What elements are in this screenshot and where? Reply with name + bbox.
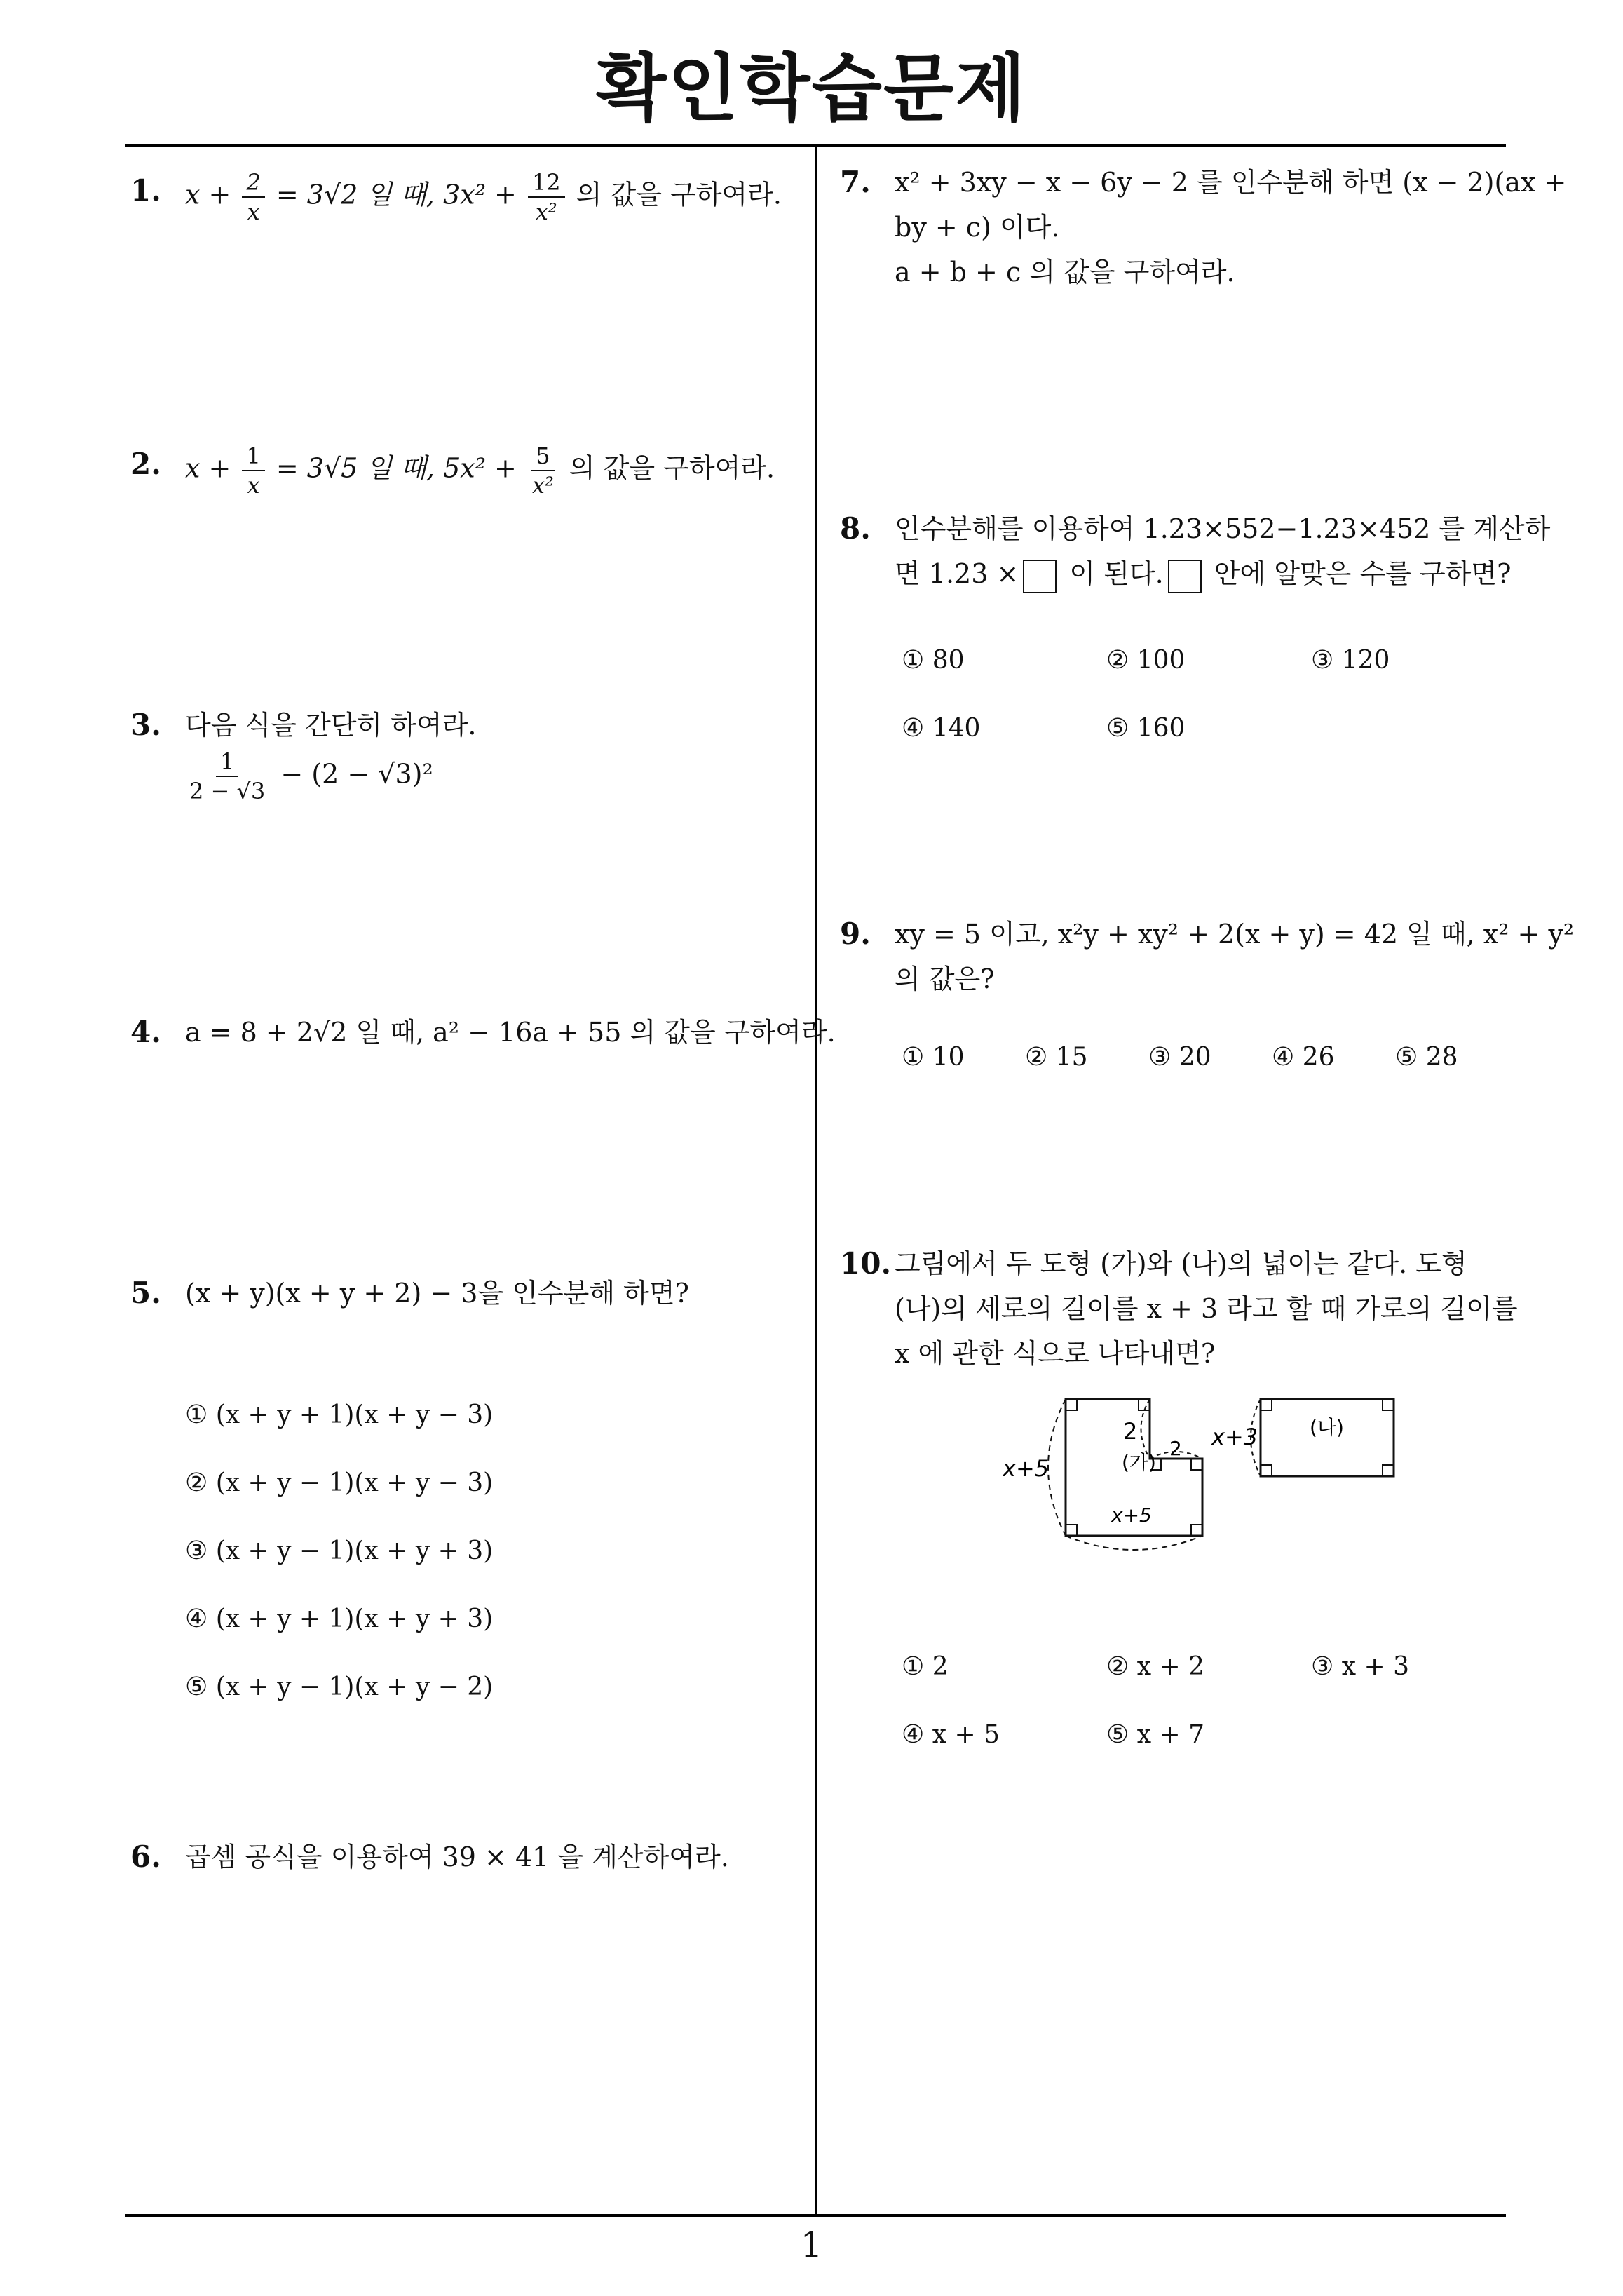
choice-3[interactable]: ③ 20 — [1148, 1043, 1211, 1072]
choice-5[interactable]: ⑤ (x + y − 1)(x + y − 2) — [185, 1673, 494, 1701]
question-number: 10. — [840, 1246, 892, 1281]
question-2: 2. x + $\frac{1}{x}$ = 3√5 일 때, 5x² + $\frac{5}{\text{x²}}$ 의 값을 구하여라. — [130, 443, 775, 499]
question-number: 3. — [130, 708, 161, 742]
choice-5[interactable]: ⑤ 160 — [1106, 714, 1186, 743]
choice-4[interactable]: ④ x + 5 — [902, 1720, 1000, 1749]
choice-5[interactable]: ⑤ x + 7 — [1106, 1720, 1204, 1749]
question-text: 다음 식을 간단히 하여라. — [185, 710, 477, 741]
choice-3[interactable]: ③ x + 3 — [1311, 1652, 1409, 1681]
label-side-na: x+3 — [1211, 1424, 1258, 1450]
question-number: 4. — [130, 1015, 161, 1049]
question-8: 8. 인수분해를 이용하여 1.23×552−1.23×452 를 계산하 면 1.23 × 이 된다. 안에 알맞은 수를 구하면? ① 80 ② 100 ③ 120 ④ 140 ⑤ 160 — [840, 506, 1513, 596]
question-text: (x + y)(x + y + 2) − 3을 인수분해 하면? — [185, 1278, 689, 1309]
question-number: 6. — [130, 1839, 161, 1874]
fraction: $\frac{5}{\text{x²}}$ — [531, 443, 554, 499]
choice-1[interactable]: ① 2 — [902, 1652, 949, 1681]
question-9: 9. xy = 5 이고, x²y + xy² + 2(x + y) = 42 일 때, x² + y² 의 값은? ① 10 ② 15 ③ 20 ④ 26 ⑤ 28 — [840, 912, 1513, 1001]
choice-3[interactable]: ③ (x + y − 1)(x + y + 3) — [185, 1537, 494, 1565]
choice-2[interactable]: ② (x + y − 1)(x + y − 3) — [185, 1468, 494, 1497]
label-bottom: x+5 — [1111, 1504, 1152, 1527]
label-notch-v: 2 — [1123, 1418, 1138, 1445]
question-10: 10. 그림에서 두 도형 (가)와 (나)의 넓이는 같다. 도형 (나)의 세로의 길이를 x + 3 라고 할 때 가로의 길이를 x 에 관한 식으로 나타내면? — [840, 1241, 1513, 1376]
fraction: $\frac{2}{x}$ — [242, 168, 264, 226]
question-3: 3. 다음 식을 간단히 하여라. $\frac{1}{2 - √3}$ − (2 − √3)² — [130, 703, 476, 805]
question-number: 9. — [840, 917, 871, 951]
fraction: $\frac{1}{x}$ — [242, 442, 264, 499]
label-na: (나) — [1310, 1416, 1344, 1439]
question-number: 8. — [840, 511, 871, 546]
choice-4[interactable]: ④ 26 — [1272, 1043, 1335, 1072]
question-number: 1. — [130, 173, 161, 208]
choice-2[interactable]: ② x + 2 — [1106, 1652, 1204, 1681]
column-divider — [815, 144, 817, 2216]
label-notch-h: 2 — [1169, 1437, 1182, 1460]
question-5 — [130, 1271, 803, 1701]
answer-box[interactable] — [1023, 560, 1057, 593]
choice-2[interactable]: ② 100 — [1106, 646, 1186, 675]
choice-1[interactable]: ① 10 — [902, 1043, 965, 1072]
question-1: 1. x + $\frac{2}{x}$ = 3√2 일 때, 3x² + $\frac{12}{\text{x²}}$ 의 값을 구하여라. — [130, 169, 782, 225]
bottom-rule — [125, 2214, 1506, 2217]
choice-3[interactable]: ③ 120 — [1311, 646, 1390, 675]
question-6 — [130, 1835, 729, 1879]
question-4 — [130, 1010, 836, 1055]
label-ga: (가) — [1122, 1451, 1156, 1474]
answer-box[interactable] — [1168, 560, 1202, 593]
choice-1[interactable]: ① (x + y + 1)(x + y − 3) — [185, 1400, 494, 1429]
page-number: 1 — [800, 2224, 823, 2265]
choice-1[interactable]: ① 80 — [902, 646, 965, 675]
choice-4[interactable]: ④ (x + y + 1)(x + y + 3) — [185, 1605, 494, 1633]
question-10-choices — [840, 1620, 1513, 1774]
question-7: 7. x² + 3xy − x − 6y − 2 를 인수분해 하면 (x − 2)(ax + by + c) 이다. a + b + c 의 값을 구하여라. — [840, 160, 1513, 295]
question-number: 2. — [130, 447, 161, 481]
choice-2[interactable]: ② 15 — [1025, 1043, 1088, 1072]
figure-shapes — [1003, 1385, 1409, 1574]
question-text: a = 8 + 2√2 일 때, a² − 16a + 55 의 값을 구하여라. — [185, 1017, 836, 1048]
question-number: 7. — [840, 165, 871, 199]
fraction: $\frac{1}{2 - √3}$ — [189, 748, 266, 804]
question-text: 곱셈 공식을 이용하여 39 × 41 을 계산하여라. — [185, 1842, 729, 1872]
label-side-left: x+5 — [1003, 1455, 1050, 1482]
question-number: 5. — [130, 1276, 161, 1310]
fraction: $\frac{12}{\text{x²}}$ — [528, 168, 565, 226]
page-title: 확인학습문제 — [596, 46, 1027, 131]
choice-5[interactable]: ⑤ 28 — [1395, 1043, 1458, 1072]
choice-4[interactable]: ④ 140 — [902, 714, 981, 743]
